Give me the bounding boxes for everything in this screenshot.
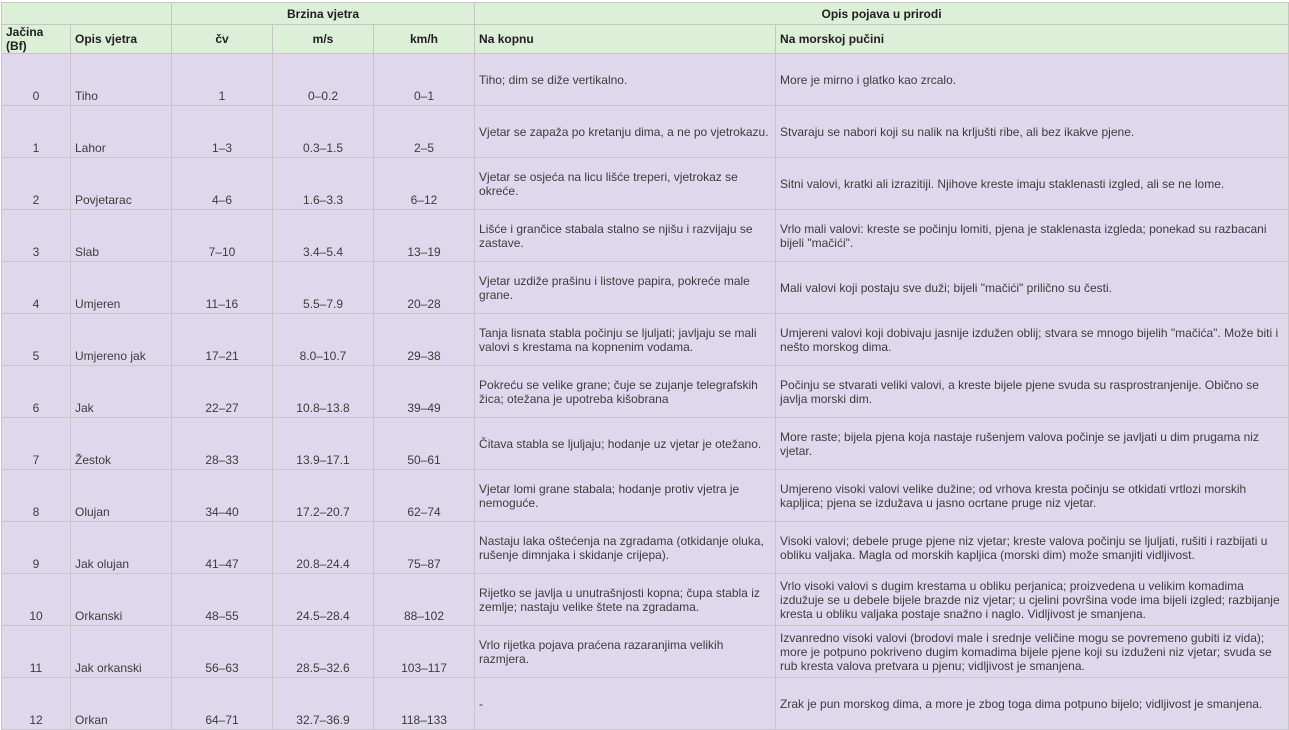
cell-sea: Umjereno visoki valovi velike dužine; od vrhova kresta počinju se otkidati vrtlozi morskih kapljica; pjena se izdužava u jasno ocrtane pruge niz vjetar. (776, 470, 1289, 522)
cell-sea: Vrlo visoki valovi s dugim krestama u obliku perjanica; proizvedena u velikim komadima izdužuje se u debele bijele brazde niz vjetar; u cjelini površina vode ima bijeli izgled; razbijanje kresta u obliku valjaka postaje snažno i naglo. Vidljivost je smanjena. (776, 574, 1289, 626)
cell-ms: 20.8–24.4 (273, 522, 374, 574)
cell-sea: Sitni valovi, kratki ali izrazitiji. Njihove kreste imaju staklenasti izgled, ali se ne lome. (776, 158, 1289, 210)
cell-knots: 34–40 (172, 470, 273, 522)
cell-land: Vjetar lomi grane stabala; hodanje protiv vjetra je nemoguće. (475, 470, 776, 522)
cell-sea: Vrlo mali valovi: kreste se počinju lomiti, pjena je staklenasta izgleda; ponekad su razbacani bijeli "mačići". (776, 210, 1289, 262)
cell-kmh: 62–74 (374, 470, 475, 522)
cell-desc: Jak orkanski (71, 626, 172, 678)
header-sea: Na morskoj pučini (776, 25, 1289, 54)
cell-land: Rijetko se javlja u unutrašnjosti kopna; čupa stabla iz zemlje; nastaju velike štete na zgradama. (475, 574, 776, 626)
table-row (2, 158, 1289, 210)
table-row (2, 262, 1289, 314)
cell-ms: 17.2–20.7 (273, 470, 374, 522)
cell-sea: Izvanredno visoki valovi (brodovi male i srednje veličine mogu se povremeno gubiti iz vida); more je potpuno pokriveno dugim komadima bijele pjene koji su izduženi niz vjetar; svuda se rub kresta valova pretvara u pjenu; vidljivost je smanjena. (776, 626, 1289, 678)
table-row (2, 522, 1289, 574)
cell-desc: Olujan (71, 470, 172, 522)
header-speed-group: Brzina vjetra (172, 3, 475, 25)
cell-kmh: 103–117 (374, 626, 475, 678)
cell-bf: 6 (2, 366, 71, 418)
cell-knots: 1–3 (172, 106, 273, 158)
header-blank (2, 3, 172, 25)
cell-knots: 48–55 (172, 574, 273, 626)
cell-knots: 22–27 (172, 366, 273, 418)
cell-sea: Stvaraju se nabori koji su nalik na krljušti ribe, ali bez ikakve pjene. (776, 106, 1289, 158)
cell-knots: 17–21 (172, 314, 273, 366)
cell-kmh: 29–38 (374, 314, 475, 366)
table-row (2, 366, 1289, 418)
cell-kmh: 2–5 (374, 106, 475, 158)
cell-sea: Mali valovi koji postaju sve duži; bijeli "mačići" prilično su česti. (776, 262, 1289, 314)
cell-knots: 4–6 (172, 158, 273, 210)
cell-bf: 8 (2, 470, 71, 522)
cell-desc: Lahor (71, 106, 172, 158)
cell-bf: 1 (2, 106, 71, 158)
table-body (2, 54, 1289, 730)
cell-knots: 41–47 (172, 522, 273, 574)
cell-ms: 10.8–13.8 (273, 366, 374, 418)
cell-ms: 8.0–10.7 (273, 314, 374, 366)
cell-bf: 12 (2, 678, 71, 730)
cell-knots: 56–63 (172, 626, 273, 678)
table-row (2, 574, 1289, 626)
header-kmh: km/h (374, 25, 475, 54)
table-row (2, 678, 1289, 730)
cell-kmh: 75–87 (374, 522, 475, 574)
cell-knots: 28–33 (172, 418, 273, 470)
cell-desc: Umjeren (71, 262, 172, 314)
cell-land: Lišće i grančice stabala stalno se njišu i razvijaju se zastave. (475, 210, 776, 262)
cell-ms: 13.9–17.1 (273, 418, 374, 470)
cell-ms: 0–0.2 (273, 54, 374, 106)
cell-desc: Slab (71, 210, 172, 262)
table-row (2, 106, 1289, 158)
cell-desc: Umjereno jak (71, 314, 172, 366)
cell-kmh: 20–28 (374, 262, 475, 314)
cell-sea: More je mirno i glatko kao zrcalo. (776, 54, 1289, 106)
cell-ms: 5.5–7.9 (273, 262, 374, 314)
cell-sea: Visoki valovi; debele pruge pjene niz vjetar; kreste valova počinju se ljuljati, rušiti i razbijati u obliku valjaka. Magla od morskih kapljica (morski dim) može smanjiti vidljivost. (776, 522, 1289, 574)
cell-land: Čitava stabla se ljuljaju; hodanje uz vjetar je otežano. (475, 418, 776, 470)
cell-desc: Povjetarac (71, 158, 172, 210)
cell-kmh: 39–49 (374, 366, 475, 418)
cell-land: Tiho; dim se diže vertikalno. (475, 54, 776, 106)
cell-desc: Žestok (71, 418, 172, 470)
cell-sea: Umjereni valovi koji dobivaju jasnije izdužen oblij; stvara se mnogo bijelih "mačića". Može biti i nešto morskog dima. (776, 314, 1289, 366)
cell-ms: 24.5–28.4 (273, 574, 374, 626)
cell-sea: More raste; bijela pjena koja nastaje rušenjem valova počinje se javljati u dim prugama niz vjetar. (776, 418, 1289, 470)
cell-kmh: 50–61 (374, 418, 475, 470)
table-row (2, 626, 1289, 678)
cell-ms: 0.3–1.5 (273, 106, 374, 158)
cell-land: Vrlo rijetka pojava praćena razaranjima velikih razmjera. (475, 626, 776, 678)
cell-land: - (475, 678, 776, 730)
cell-knots: 7–10 (172, 210, 273, 262)
cell-bf: 2 (2, 158, 71, 210)
cell-bf: 3 (2, 210, 71, 262)
cell-land: Vjetar uzdiže prašinu i listove papira, pokreće male grane. (475, 262, 776, 314)
cell-ms: 28.5–32.6 (273, 626, 374, 678)
beaufort-table (1, 2, 1289, 730)
cell-desc: Orkanski (71, 574, 172, 626)
cell-knots: 11–16 (172, 262, 273, 314)
cell-ms: 1.6–3.3 (273, 158, 374, 210)
cell-kmh: 0–1 (374, 54, 475, 106)
header-desc: Opis vjetra (71, 25, 172, 54)
cell-bf: 0 (2, 54, 71, 106)
table-row (2, 54, 1289, 106)
cell-kmh: 6–12 (374, 158, 475, 210)
cell-land: Pokreću se velike grane; čuje se zujanje telegrafskih žica; otežana je upotreba kišobrana (475, 366, 776, 418)
cell-sea: Zrak je pun morskog dima, a more je zbog toga dima potpuno bijelo; vidljivost je smanjena. (776, 678, 1289, 730)
cell-kmh: 88–102 (374, 574, 475, 626)
cell-desc: Orkan (71, 678, 172, 730)
cell-bf: 10 (2, 574, 71, 626)
cell-land: Nastaju laka oštećenja na zgradama (otkidanje oluka, rušenje dimnjaka i skidanje crijepa). (475, 522, 776, 574)
cell-kmh: 13–19 (374, 210, 475, 262)
cell-bf: 4 (2, 262, 71, 314)
cell-desc: Tiho (71, 54, 172, 106)
cell-knots: 1 (172, 54, 273, 106)
header-nature-group: Opis pojava u prirodi (475, 3, 1289, 25)
cell-desc: Jak (71, 366, 172, 418)
cell-bf: 5 (2, 314, 71, 366)
cell-knots: 64–71 (172, 678, 273, 730)
cell-ms: 3.4–5.4 (273, 210, 374, 262)
cell-land: Vjetar se osjeća na licu lišće treperi, vjetrokaz se okreće. (475, 158, 776, 210)
header-ms: m/s (273, 25, 374, 54)
header-bf: Jačina (Bf) (2, 25, 71, 54)
cell-land: Tanja lisnata stabla počinju se ljuljati; javljaju se mali valovi s krestama na kopnenim vodama. (475, 314, 776, 366)
table-row (2, 470, 1289, 522)
cell-desc: Jak olujan (71, 522, 172, 574)
cell-bf: 11 (2, 626, 71, 678)
header-land: Na kopnu (475, 25, 776, 54)
cell-land: Vjetar se zapaža po kretanju dima, a ne po vjetrokazu. (475, 106, 776, 158)
table-row (2, 314, 1289, 366)
cell-kmh: 118–133 (374, 678, 475, 730)
cell-bf: 9 (2, 522, 71, 574)
cell-ms: 32.7–36.9 (273, 678, 374, 730)
table-row (2, 210, 1289, 262)
table-row (2, 418, 1289, 470)
cell-bf: 7 (2, 418, 71, 470)
header-knots: čv (172, 25, 273, 54)
cell-sea: Počinju se stvarati veliki valovi, a kreste bijele pjene svuda su rasprostranjenije. Obično se javlja morski dim. (776, 366, 1289, 418)
